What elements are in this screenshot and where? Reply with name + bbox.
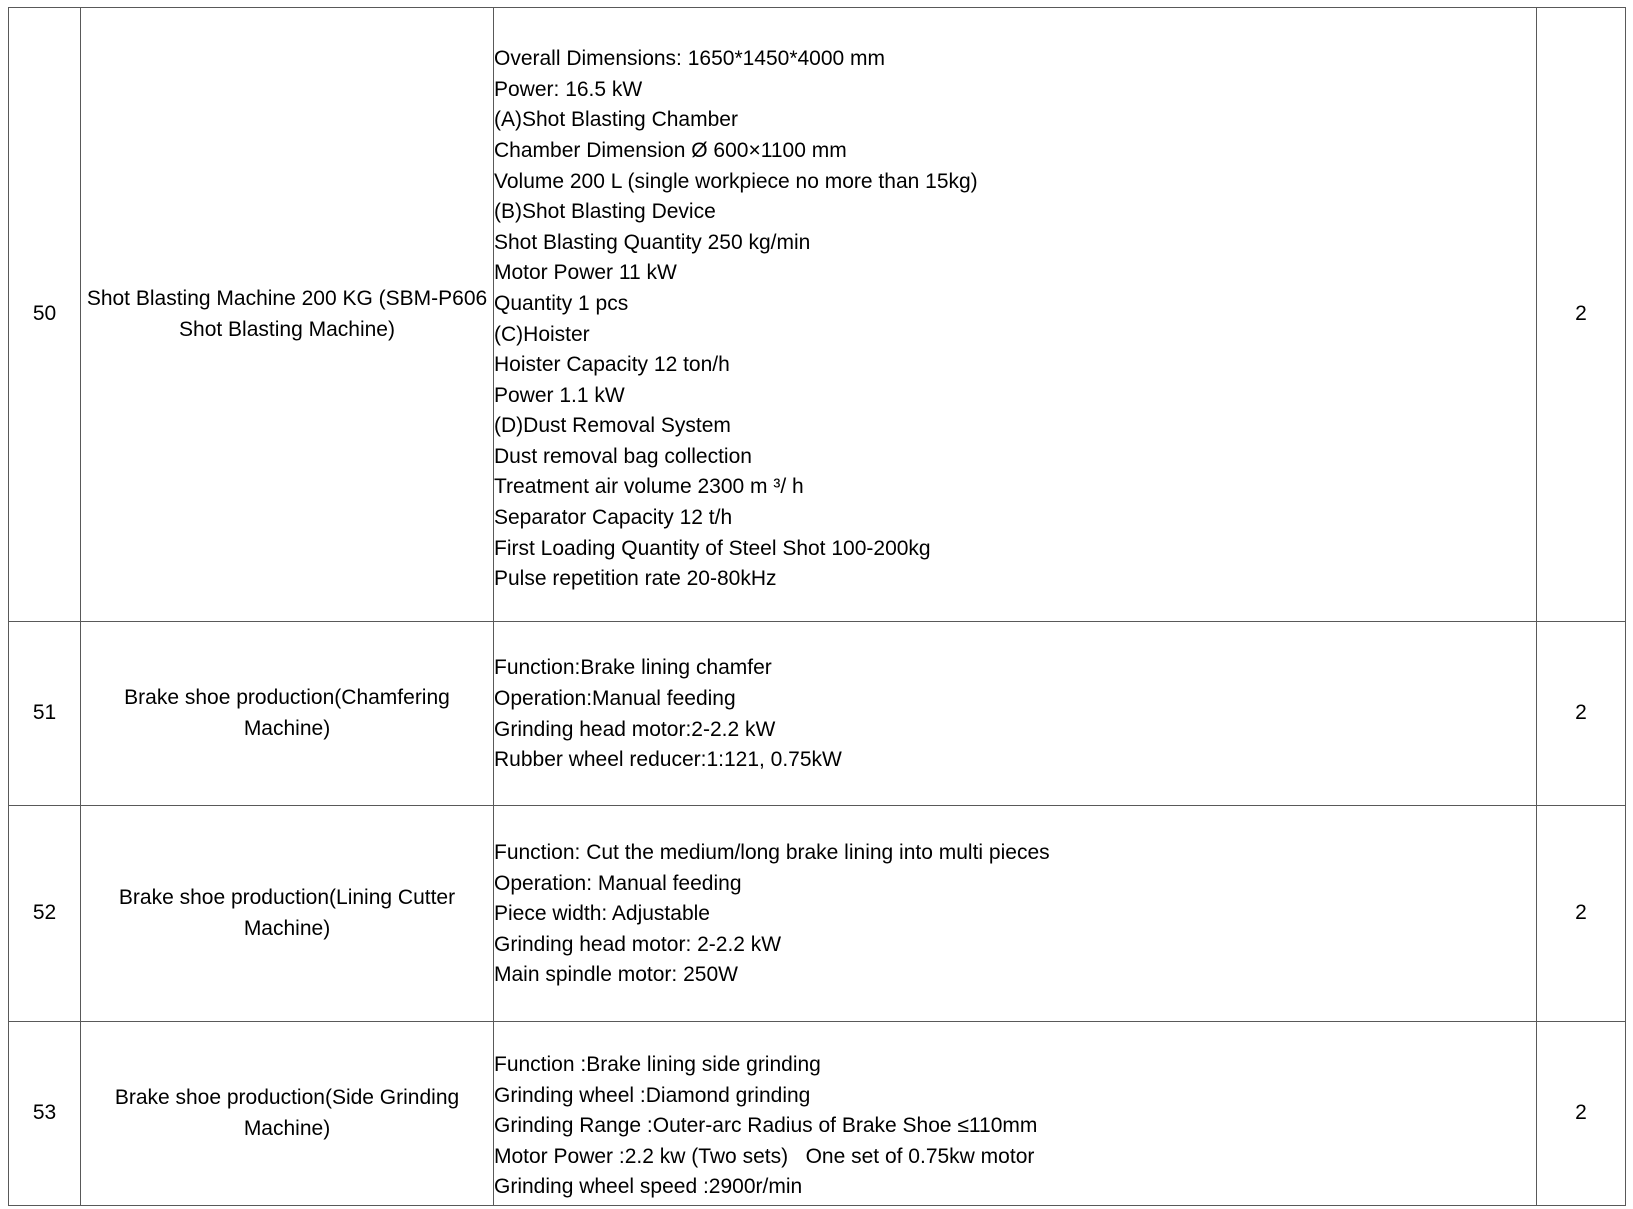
spec-line: (D)Dust Removal System [494, 414, 731, 438]
item-number: 50 [9, 8, 81, 622]
spec-line: Operation: Manual feeding [494, 871, 742, 895]
specification-cell [494, 8, 1537, 622]
quantity: 2 [1537, 1022, 1626, 1206]
quantity: 2 [1537, 806, 1626, 1022]
equipment-name: Brake shoe production(Side Grinding Machine) [81, 1022, 494, 1206]
spec-line: Motor Power 11 kW [494, 261, 677, 285]
spec-line: Function :Brake lining side grinding [494, 1053, 821, 1077]
spec-line: Separator Capacity 12 t/h [494, 506, 733, 530]
spec-line: Motor Power :2.2 kw (Two sets) One set of 0.75kw motor [494, 1144, 1035, 1168]
spec-line: Treatment air volume 2300 m ³/ h [494, 475, 804, 499]
spec-line: Overall Dimensions: 1650*1450*4000 mm [494, 47, 886, 71]
spec-line: Power: 16.5 kW [494, 77, 643, 101]
spec-line: Volume 200 L (single workpiece no more than 15kg) [494, 169, 978, 193]
spec-line: Pulse repetition rate 20-80kHz [494, 567, 777, 591]
spec-line: Rubber wheel reducer:1:121, 0.75kW [494, 748, 842, 772]
table-row [9, 1022, 1626, 1206]
equipment-spec-table [8, 7, 1626, 1206]
spec-line: (B)Shot Blasting Device [494, 200, 716, 224]
table-row [9, 8, 1626, 622]
spec-line: Main spindle motor: 250W [494, 963, 738, 987]
spec-line: (A)Shot Blasting Chamber [494, 108, 738, 132]
item-number: 51 [9, 622, 81, 806]
spec-line: (C)Hoister [494, 322, 590, 346]
spec-line: Grinding head motor:2-2.2 kW [494, 717, 776, 741]
specification-cell [494, 806, 1537, 1022]
specification-cell [494, 1022, 1537, 1206]
spec-line: Quantity 1 pcs [494, 291, 629, 315]
equipment-name: Brake shoe production(Lining Cutter Machine) [81, 806, 494, 1022]
item-number: 52 [9, 806, 81, 1022]
spec-line: Shot Blasting Quantity 250 kg/min [494, 230, 811, 254]
spec-line: Grinding wheel :Diamond grinding [494, 1083, 811, 1107]
spec-line: Grinding head motor: 2-2.2 kW [494, 932, 782, 956]
spec-line: Piece width: Adjustable [494, 902, 710, 926]
spec-line: Grinding wheel speed :2900r/min [494, 1175, 803, 1199]
spec-line: Chamber Dimension Ø 600×1100 mm [494, 138, 847, 162]
equipment-name: Brake shoe production(Chamfering Machine) [81, 622, 494, 806]
spec-line: Function: Cut the medium/long brake lining into multi pieces [494, 841, 1050, 865]
spec-line: Operation:Manual feeding [494, 686, 736, 710]
table-row [9, 806, 1626, 1022]
spec-line: Function:Brake lining chamfer [494, 656, 772, 680]
spec-line: First Loading Quantity of Steel Shot 100-200kg [494, 536, 931, 560]
quantity: 2 [1537, 8, 1626, 622]
quantity: 2 [1537, 622, 1626, 806]
table-row [9, 622, 1626, 806]
item-number: 53 [9, 1022, 81, 1206]
equipment-name: Shot Blasting Machine 200 KG (SBM-P606 Shot Blasting Machine) [81, 8, 494, 622]
spec-line: Power 1.1 kW [494, 383, 625, 407]
spec-line: Grinding Range :Outer-arc Radius of Brake Shoe ≤110mm [494, 1114, 1038, 1138]
spec-line: Dust removal bag collection [494, 444, 752, 468]
specification-cell [494, 622, 1537, 806]
spec-line: Hoister Capacity 12 ton/h [494, 353, 730, 377]
